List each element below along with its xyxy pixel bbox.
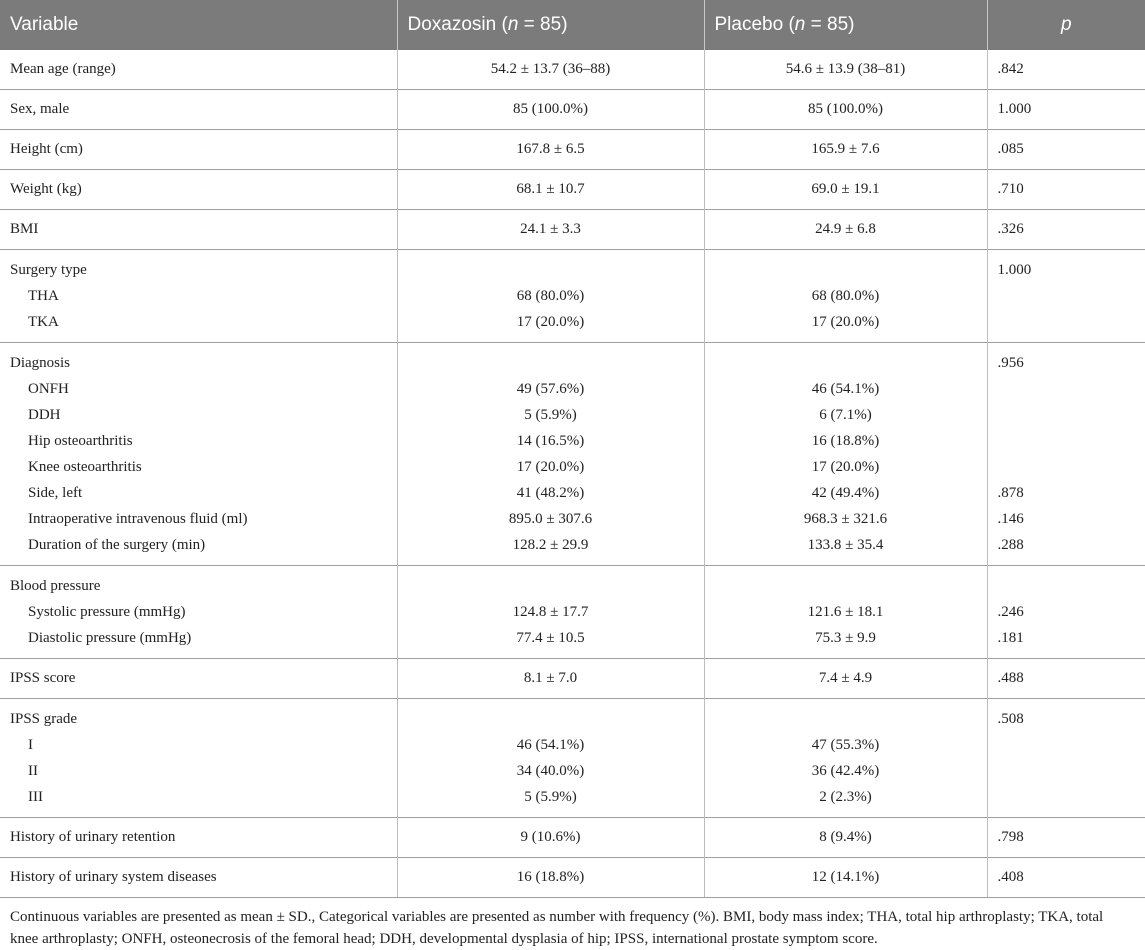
table-row bbox=[0, 732, 1145, 758]
table-row bbox=[0, 454, 1145, 480]
table-row bbox=[0, 818, 1145, 858]
doxazosin-value: 14 (16.5%) bbox=[397, 428, 704, 454]
row-label: Systolic pressure (mmHg) bbox=[28, 604, 186, 620]
row-label: Mean age (range) bbox=[10, 61, 116, 77]
table-row bbox=[0, 402, 1145, 428]
row-label: DDH bbox=[28, 407, 61, 423]
doxazosin-value: 49 (57.6%) bbox=[397, 376, 704, 402]
table-row bbox=[0, 532, 1145, 566]
p-value: .085 bbox=[987, 130, 1145, 170]
p-value: .288 bbox=[987, 532, 1145, 566]
group-header-row bbox=[0, 699, 1145, 733]
doxazosin-value: 54.2 ± 13.7 (36–88) bbox=[397, 50, 704, 90]
group-header-row bbox=[0, 566, 1145, 600]
placebo-value bbox=[704, 343, 987, 377]
row-label: I bbox=[28, 737, 33, 753]
p-value bbox=[987, 732, 1145, 758]
doxazosin-value: 124.8 ± 17.7 bbox=[397, 599, 704, 625]
placebo-value: 69.0 ± 19.1 bbox=[704, 170, 987, 210]
row-label: BMI bbox=[0, 210, 397, 250]
table-row bbox=[0, 784, 1145, 818]
doxazosin-value bbox=[397, 343, 704, 377]
p-value bbox=[987, 402, 1145, 428]
placebo-value: 968.3 ± 321.6 bbox=[704, 506, 987, 532]
table-row bbox=[0, 170, 1145, 210]
row-label: Knee osteoarthritis bbox=[28, 459, 142, 475]
row-label: Sex, male bbox=[0, 90, 397, 130]
p-value: .146 bbox=[987, 506, 1145, 532]
doxazosin-value: 68.1 ± 10.7 bbox=[397, 170, 704, 210]
p-value bbox=[987, 428, 1145, 454]
doxazosin-value: 68 (80.0%) bbox=[397, 283, 704, 309]
p-value bbox=[987, 376, 1145, 402]
p-value: .798 bbox=[987, 818, 1145, 858]
p-value: .508 bbox=[987, 699, 1145, 733]
table-header-row bbox=[0, 0, 1145, 50]
doxazosin-value: 128.2 ± 29.9 bbox=[397, 532, 704, 566]
row-label: Height (cm) bbox=[0, 130, 397, 170]
placebo-value: 24.9 ± 6.8 bbox=[704, 210, 987, 250]
p-value: .878 bbox=[987, 480, 1145, 506]
placebo-value bbox=[704, 566, 987, 600]
table-row bbox=[0, 428, 1145, 454]
placebo-value: 165.9 ± 7.6 bbox=[704, 130, 987, 170]
placebo-value: 8 (9.4%) bbox=[704, 818, 987, 858]
p-value: .488 bbox=[987, 659, 1145, 699]
placebo-value: 68 (80.0%) bbox=[704, 283, 987, 309]
row-label: III bbox=[28, 789, 43, 805]
table-row bbox=[0, 90, 1145, 130]
doxazosin-value: 34 (40.0%) bbox=[397, 758, 704, 784]
p-value bbox=[987, 283, 1145, 309]
doxazosin-value: 895.0 ± 307.6 bbox=[397, 506, 704, 532]
group-label: Diagnosis bbox=[0, 343, 397, 377]
row-label: Duration of the surgery (min) bbox=[28, 537, 206, 553]
placebo-value: 6 (7.1%) bbox=[704, 402, 987, 428]
p-value: 1.000 bbox=[987, 90, 1145, 130]
placebo-value: 7.4 ± 4.9 bbox=[704, 659, 987, 699]
table-row bbox=[0, 283, 1145, 309]
row-label: TKA bbox=[28, 314, 59, 330]
row-label: IPSS score bbox=[0, 659, 397, 699]
doxazosin-value: 17 (20.0%) bbox=[397, 309, 704, 343]
p-value: .326 bbox=[987, 210, 1145, 250]
placebo-value: 17 (20.0%) bbox=[704, 309, 987, 343]
table-footnote: Continuous variables are presented as mean ± SD., Categorical variables are presented as number with frequency (%). BMI, body mass index; THA, total hip arthroplasty; TKA, total knee arthroplasty; ONFH, osteonecrosis of the femoral head; DDH, developmental dysplasia of hip; IPSS, international prostate symptom score. bbox=[10, 909, 1104, 947]
group-header-row bbox=[0, 343, 1145, 377]
p-value bbox=[987, 309, 1145, 343]
p-value: .181 bbox=[987, 625, 1145, 659]
p-value bbox=[987, 454, 1145, 480]
header-variable: Variable bbox=[10, 14, 79, 35]
table-row bbox=[0, 376, 1145, 402]
p-value: .408 bbox=[987, 858, 1145, 898]
placebo-value: 47 (55.3%) bbox=[704, 732, 987, 758]
doxazosin-value: 9 (10.6%) bbox=[397, 818, 704, 858]
p-value: .842 bbox=[987, 50, 1145, 90]
table-row bbox=[0, 130, 1145, 170]
placebo-value: 36 (42.4%) bbox=[704, 758, 987, 784]
doxazosin-value: 8.1 ± 7.0 bbox=[397, 659, 704, 699]
placebo-value bbox=[704, 250, 987, 284]
placebo-value: 133.8 ± 35.4 bbox=[704, 532, 987, 566]
group-label: Surgery type bbox=[0, 250, 397, 284]
p-value: 1.000 bbox=[987, 250, 1145, 284]
placebo-value: 2 (2.3%) bbox=[704, 784, 987, 818]
doxazosin-value: 17 (20.0%) bbox=[397, 454, 704, 480]
placebo-value: 121.6 ± 18.1 bbox=[704, 599, 987, 625]
p-value: .956 bbox=[987, 343, 1145, 377]
p-value: .246 bbox=[987, 599, 1145, 625]
p-value bbox=[987, 566, 1145, 600]
header-doxazosin: Doxazosin (n = 85) bbox=[397, 0, 704, 50]
table-row bbox=[0, 625, 1145, 659]
row-label: Diastolic pressure (mmHg) bbox=[28, 630, 192, 646]
doxazosin-value bbox=[397, 699, 704, 733]
doxazosin-value: 85 (100.0%) bbox=[397, 90, 704, 130]
row-label: Hip osteoarthritis bbox=[28, 433, 133, 449]
doxazosin-value: 77.4 ± 10.5 bbox=[397, 625, 704, 659]
table-row bbox=[0, 50, 1145, 90]
placebo-value: 54.6 ± 13.9 (38–81) bbox=[704, 50, 987, 90]
row-label: Side, left bbox=[28, 485, 83, 501]
row-label: Intraoperative intravenous fluid (ml) bbox=[28, 511, 248, 527]
group-label: Blood pressure bbox=[0, 566, 397, 600]
doxazosin-value: 5 (5.9%) bbox=[397, 784, 704, 818]
placebo-value: 46 (54.1%) bbox=[704, 376, 987, 402]
table-row bbox=[0, 858, 1145, 898]
doxazosin-value: 41 (48.2%) bbox=[397, 480, 704, 506]
placebo-value: 85 (100.0%) bbox=[704, 90, 987, 130]
group-label: IPSS grade bbox=[0, 699, 397, 733]
doxazosin-value: 16 (18.8%) bbox=[397, 858, 704, 898]
table-row bbox=[0, 309, 1145, 343]
table-row bbox=[0, 506, 1145, 532]
row-label: Weight (kg) bbox=[0, 170, 397, 210]
table-row bbox=[0, 480, 1145, 506]
table-row bbox=[0, 758, 1145, 784]
row-label: History of urinary retention bbox=[0, 818, 397, 858]
table-row bbox=[0, 599, 1145, 625]
doxazosin-value: 24.1 ± 3.3 bbox=[397, 210, 704, 250]
p-value bbox=[987, 758, 1145, 784]
header-placebo: Placebo (n = 85) bbox=[704, 0, 987, 50]
row-label: History of urinary system diseases bbox=[0, 858, 397, 898]
header-p: p bbox=[987, 0, 1145, 50]
placebo-value: 42 (49.4%) bbox=[704, 480, 987, 506]
placebo-value: 12 (14.1%) bbox=[704, 858, 987, 898]
table-row bbox=[0, 210, 1145, 250]
doxazosin-value: 5 (5.9%) bbox=[397, 402, 704, 428]
table-row bbox=[0, 659, 1145, 699]
doxazosin-value: 167.8 ± 6.5 bbox=[397, 130, 704, 170]
doxazosin-value: 46 (54.1%) bbox=[397, 732, 704, 758]
group-header-row bbox=[0, 250, 1145, 284]
doxazosin-value bbox=[397, 566, 704, 600]
placebo-value: 16 (18.8%) bbox=[704, 428, 987, 454]
row-label: THA bbox=[28, 288, 59, 304]
placebo-value: 75.3 ± 9.9 bbox=[704, 625, 987, 659]
placebo-value: 17 (20.0%) bbox=[704, 454, 987, 480]
placebo-value bbox=[704, 699, 987, 733]
p-value bbox=[987, 784, 1145, 818]
doxazosin-value bbox=[397, 250, 704, 284]
row-label: II bbox=[28, 763, 38, 779]
row-label: ONFH bbox=[28, 381, 69, 397]
p-value: .710 bbox=[987, 170, 1145, 210]
